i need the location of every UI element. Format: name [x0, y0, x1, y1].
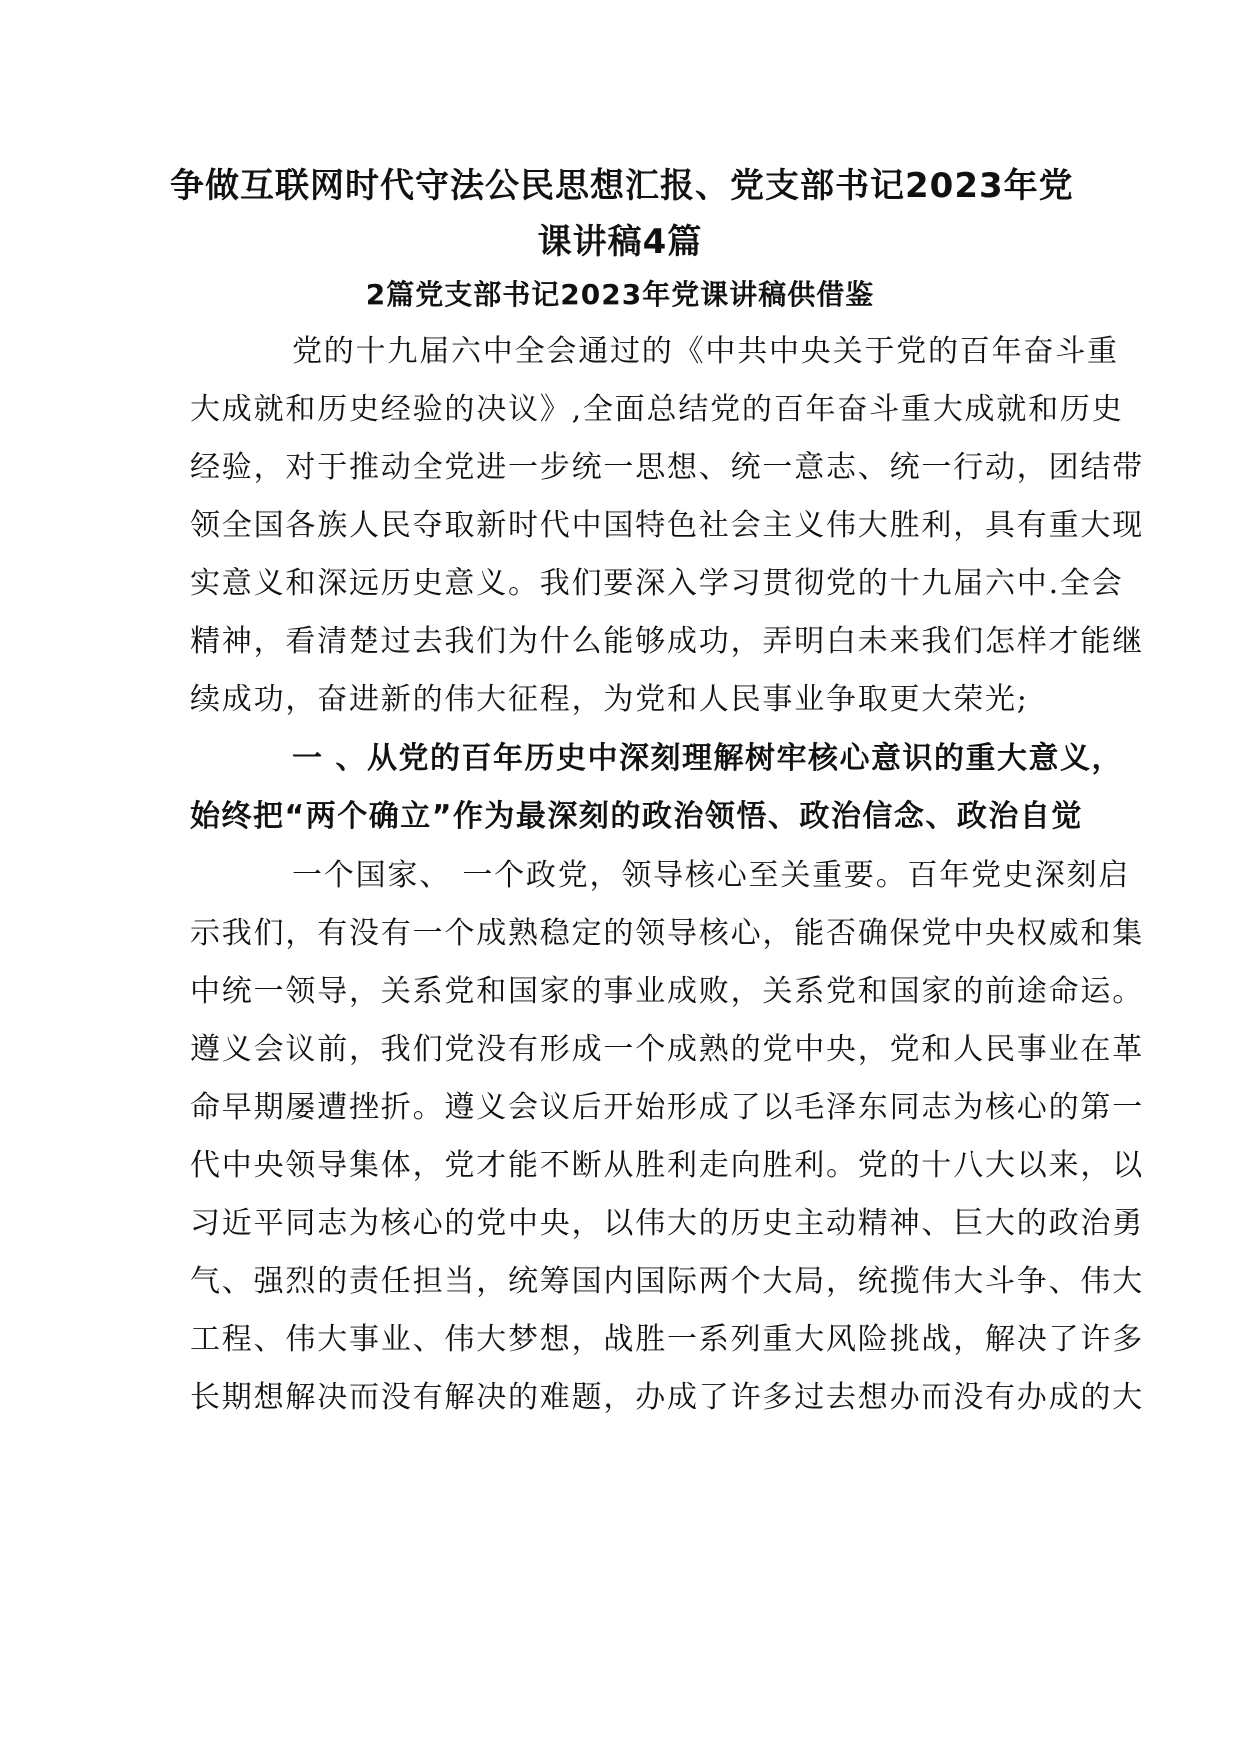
paragraph-line: 领全国各族人民夺取新时代中国特色社会主义伟大胜利，具有重大现 — [190, 508, 1144, 543]
paragraph-line: 遵义会议前，我们党没有形成一个成熟的党中央，党和人民事业在革 — [190, 1032, 1144, 1067]
paragraph-line: 长期想解决而没有解决的难题，办成了许多过去想办而没有办成的大 — [190, 1380, 1144, 1415]
section-heading-line-2: 始终把“两个确立”作为最深刻的政治领悟、政治信念、政治自觉 — [190, 799, 1083, 834]
paragraph-line: 命早期屡遭挫折。遵义会议后开始形成了以毛泽东同志为核心的第一 — [190, 1090, 1144, 1125]
paragraph-line: 续成功，奋进新的伟大征程，为党和人民事业争取更大荣光; — [190, 682, 1029, 717]
document-title-line-2: 课讲稿4篇 — [537, 222, 703, 262]
paragraph-line: 大成就和历史经验的决议》,全面总结党的百年奋斗重大成就和历史 — [190, 392, 1124, 427]
paragraph-line: 实意义和深远历史意义。我们要深入学习贯彻党的十九届六中.全会 — [190, 566, 1124, 601]
paragraph-line: 示我们，有没有一个成熟稳定的领导核心，能否确保党中央权威和集 — [190, 916, 1144, 951]
section-heading-line-1: 一 、从党的百年历史中深刻理解树牢核心意识的重大意义， — [292, 741, 1123, 776]
paragraph-line: 一个国家、 一个政党，领导核心至关重要。百年党史深刻启 — [292, 858, 1131, 893]
document-title-line-1: 争做互联网时代守法公民思想汇报、党支部书记2023年党 — [170, 166, 1074, 206]
paragraph-line: 经验，对于推动全党进一步统一思想、统一意志、统一行动，团结带 — [190, 450, 1144, 485]
document-subtitle: 2篇党支部书记2023年党课讲稿供借鉴 — [365, 278, 875, 311]
paragraph-line: 工程、伟大事业、伟大梦想，战胜一系列重大风险挑战，解决了许多 — [190, 1322, 1144, 1357]
paragraph-line: 气、强烈的责任担当，统筹国内国际两个大局，统揽伟大斗争、伟大 — [190, 1264, 1144, 1299]
paragraph-line: 党的十九届六中全会通过的《中共中央关于党的百年奋斗重 — [292, 334, 1119, 369]
paragraph-line: 精神，看清楚过去我们为什么能够成功，弄明白未来我们怎样才能继 — [190, 624, 1144, 659]
paragraph-line: 中统一领导，关系党和国家的事业成败，关系党和国家的前途命运。 — [190, 974, 1144, 1009]
paragraph-line: 习近平同志为核心的党中央，以伟大的历史主动精神、巨大的政治勇 — [190, 1206, 1144, 1241]
paragraph-line: 代中央领导集体，党才能不断从胜利走向胜利。党的十八大以来，以 — [190, 1148, 1144, 1183]
